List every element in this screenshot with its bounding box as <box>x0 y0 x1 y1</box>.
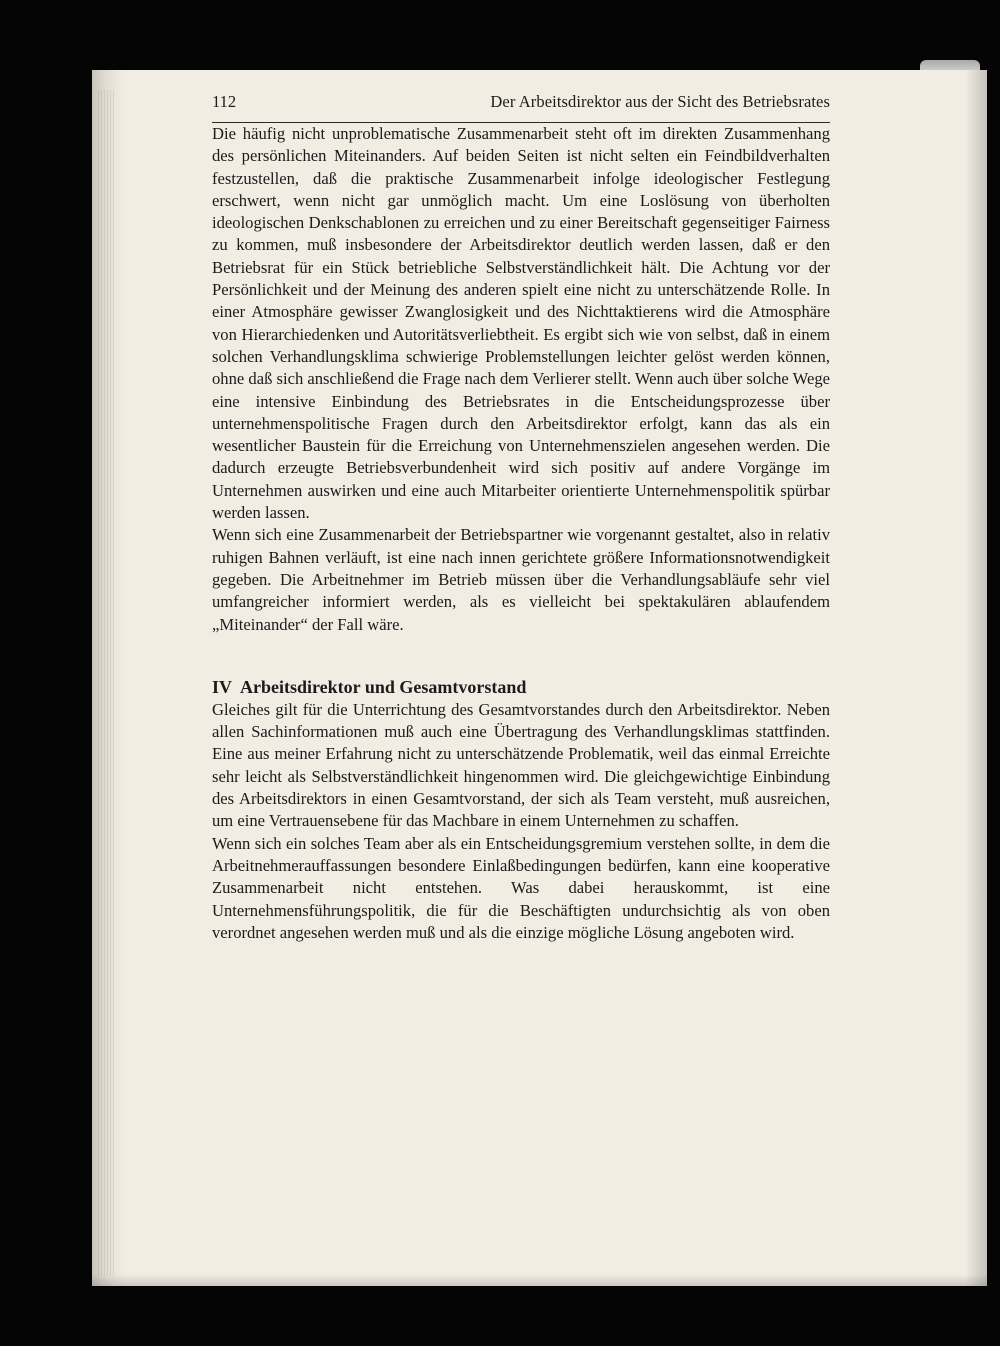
paragraph-1: Die häufig nicht unproblematische Zusammenarbeit steht oft im direkten Zusammenhang des persönlichen Miteinanders. Auf beiden Seiten ist nicht selten ein Feindbildverhalten festzustellen, daß die praktische Zusammenarbeit infolge ideologischer Festlegung erschwert, wenn nicht gar unmöglich macht. Um eine Loslösung von überholten ideologischen Denkschablonen zu erreichen und zu einer Bereitschaft gegenseitiger Fairness zu kommen, muß insbesondere der Arbeitsdirektor deutlich werden lassen, daß er den Betriebsrat für ein Stück betriebliche Selbstverständlichkeit hält. Die Achtung vor der Persönlichkeit und der Meinung des anderen spielt eine nicht zu unterschätzende Rolle. In einer Atmosphäre gewisser Zwanglosigkeit und des Nichttaktierens wird die Atmosphäre von Hierarchiedenken und Autoritätsverliebtheit. Es ergibt sich wie von selbst, daß in einem solchen Verhandlungsklima schwierige Problemstellungen leichter gelöst werden können, ohne daß sich anschließend die Frage nach dem Verlierer stellt. Wenn auch über solche Wege eine intensive Einbindung des Betriebsrates in die Entscheidungsprozesse über unternehmenspolitische Fragen durch den Arbeitsdirektor erfolgt, kann das als ein wesentlicher Baustein für die Erreichung von Unternehmenszielen angesehen werden. Die dadurch erzeugte Betriebsverbundenheit wird sich positiv auf andere Vorgänge im Unternehmen auswirken und eine auch Mitarbeiter orientierte Unternehmenspolitik spürbar werden lassen. <box>212 124 830 523</box>
running-header <box>212 92 830 123</box>
page-stack-lines <box>98 90 116 1276</box>
section-paragraph-1: Gleiches gilt für die Unterrichtung des Gesamtvorstandes durch den Arbeitsdirektor. Neben allen Sachinformationen muß auch eine Übertragung des Verhandlungsklimas stattfinden. Eine aus meiner Erfahrung nicht zu unterschätzende Problematik, weil das einmal Erreichte sehr leicht als Selbstverständlichkeit hingenommen wird. Die gleichgewichtige Einbindung des Arbeitsdirektors in einen Gesamtvorstand, der sich als Team versteht, muß ausreichen, um eine Vertrauensebene für das Machbare in einem Unternehmen zu schaffen. <box>212 699 830 831</box>
page-number: 112 <box>212 92 237 111</box>
running-title: Der Arbeitsdirektor aus der Sicht des Betriebsrates <box>490 92 830 111</box>
page-binding-edge <box>92 70 126 1286</box>
section-heading <box>212 675 830 699</box>
page-content <box>212 92 830 944</box>
page-right-shadow <box>965 70 987 1286</box>
paragraph-2: Wenn sich eine Zusammenarbeit der Betriebspartner wie vorgenannt gestaltet, also in relativ ruhigen Bahnen verläuft, ist eine nach innen gerichtete größere Informationsnotwendigkeit gegeben. Die Arbeitnehmer im Betrieb müssen über die Verhandlungsabläufe sehr viel umfangreicher informiert werden, als es vielleicht bei spektakulären ablaufendem „Miteinander“ der Fall wäre. <box>212 525 830 634</box>
section-title: Arbeitsdirektor und Gesamtvorstand <box>240 676 527 697</box>
section-number: IV <box>212 676 233 697</box>
section-paragraph-2: Wenn sich ein solches Team aber als ein Entscheidungsgremium verstehen sollte, in dem die Arbeitnehmerauffassungen besondere Einlaßbedingungen bedürfen, kann eine kooperative Zusammenarbeit nicht entstehen. Was dabei herauskommt, ist eine Unternehmensführungspolitik, die für die Beschäftigten undurchsichtig als von oben verordnet angesehen werden muß und als die einzige mögliche Lösung angeboten wird. <box>212 833 830 942</box>
page-bottom-shadow <box>92 1274 987 1286</box>
